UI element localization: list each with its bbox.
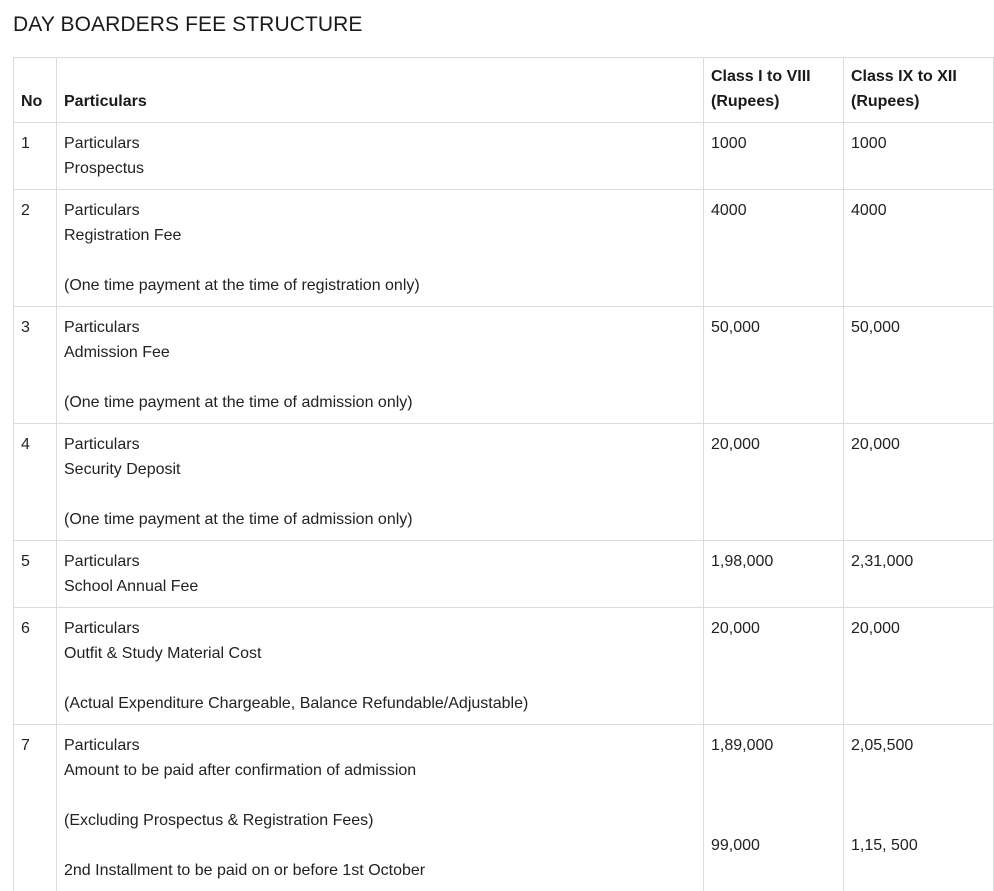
particulars-item: Amount to be paid after confirmation of admission [64,758,696,783]
header-class-ix-xii-unit: (Rupees) [851,89,986,114]
row-particulars [57,123,704,190]
row-particulars [57,725,704,891]
row-class-i-viii: 20,000 [704,608,844,725]
particulars-label: Particulars [64,549,696,574]
row-class-i-viii: 1000 [704,123,844,190]
row-no: 1 [14,123,57,190]
particulars-label: Particulars [64,733,696,758]
particulars-label: Particulars [64,198,696,223]
table-row [14,725,994,891]
row-particulars [57,307,704,424]
header-class-ix-xii [844,58,994,123]
row-class-i-viii: 1,98,000 [704,541,844,608]
particulars-note: (One time payment at the time of registration only) [64,273,696,298]
row-no: 6 [14,608,57,725]
table-row [14,123,994,190]
particulars-label: Particulars [64,616,696,641]
particulars-label: Particulars [64,131,696,156]
row-no: 4 [14,424,57,541]
amount-first: 1,89,000 [711,733,836,758]
row-class-ix-xii: 2,31,000 [844,541,994,608]
header-particulars: Particulars [57,58,704,123]
row-particulars [57,424,704,541]
row-class-i-viii: 50,000 [704,307,844,424]
particulars-installment: 2nd Installment to be paid on or before 1st October [64,858,696,883]
particulars-label: Particulars [64,315,696,340]
row-class-ix-xii: 20,000 [844,424,994,541]
particulars-item: Admission Fee [64,340,696,365]
table-row [14,307,994,424]
row-no: 2 [14,190,57,307]
header-class-i-viii [704,58,844,123]
particulars-note: (Excluding Prospectus & Registration Fees) [64,808,696,833]
table-header-row [14,58,994,123]
row-no: 3 [14,307,57,424]
amount-first: 2,05,500 [851,733,986,758]
particulars-item: Registration Fee [64,223,696,248]
amount-second-installment: 99,000 [711,833,836,858]
row-class-ix-xii: 20,000 [844,608,994,725]
particulars-note: (One time payment at the time of admission only) [64,390,696,415]
row-class-ix-xii: 1000 [844,123,994,190]
particulars-note: (Actual Expenditure Chargeable, Balance Refundable/Adjustable) [64,691,696,716]
amount-second-installment: 1,15, 500 [851,833,986,858]
header-class-i-viii-label: Class I to VIII [711,64,836,89]
row-class-i-viii: 4000 [704,190,844,307]
particulars-note: (One time payment at the time of admission only) [64,507,696,532]
particulars-label: Particulars [64,432,696,457]
row-no: 7 [14,725,57,891]
table-row [14,190,994,307]
header-class-i-viii-unit: (Rupees) [711,89,836,114]
header-class-ix-xii-label: Class IX to XII [851,64,986,89]
page-title: DAY BOARDERS FEE STRUCTURE [13,13,363,37]
row-class-i-viii: 20,000 [704,424,844,541]
row-particulars [57,190,704,307]
particulars-item: Security Deposit [64,457,696,482]
table-row [14,424,994,541]
row-particulars [57,541,704,608]
table-row [14,541,994,608]
row-class-ix-xii: 4000 [844,190,994,307]
particulars-item: Outfit & Study Material Cost [64,641,696,666]
table-row [14,608,994,725]
row-class-ix-xii: 50,000 [844,307,994,424]
fee-table [13,57,994,891]
row-no: 5 [14,541,57,608]
header-no: No [14,58,57,123]
particulars-item: Prospectus [64,156,696,181]
row-particulars [57,608,704,725]
row-class-ix-xii [844,725,994,891]
particulars-item: School Annual Fee [64,574,696,599]
row-class-i-viii [704,725,844,891]
